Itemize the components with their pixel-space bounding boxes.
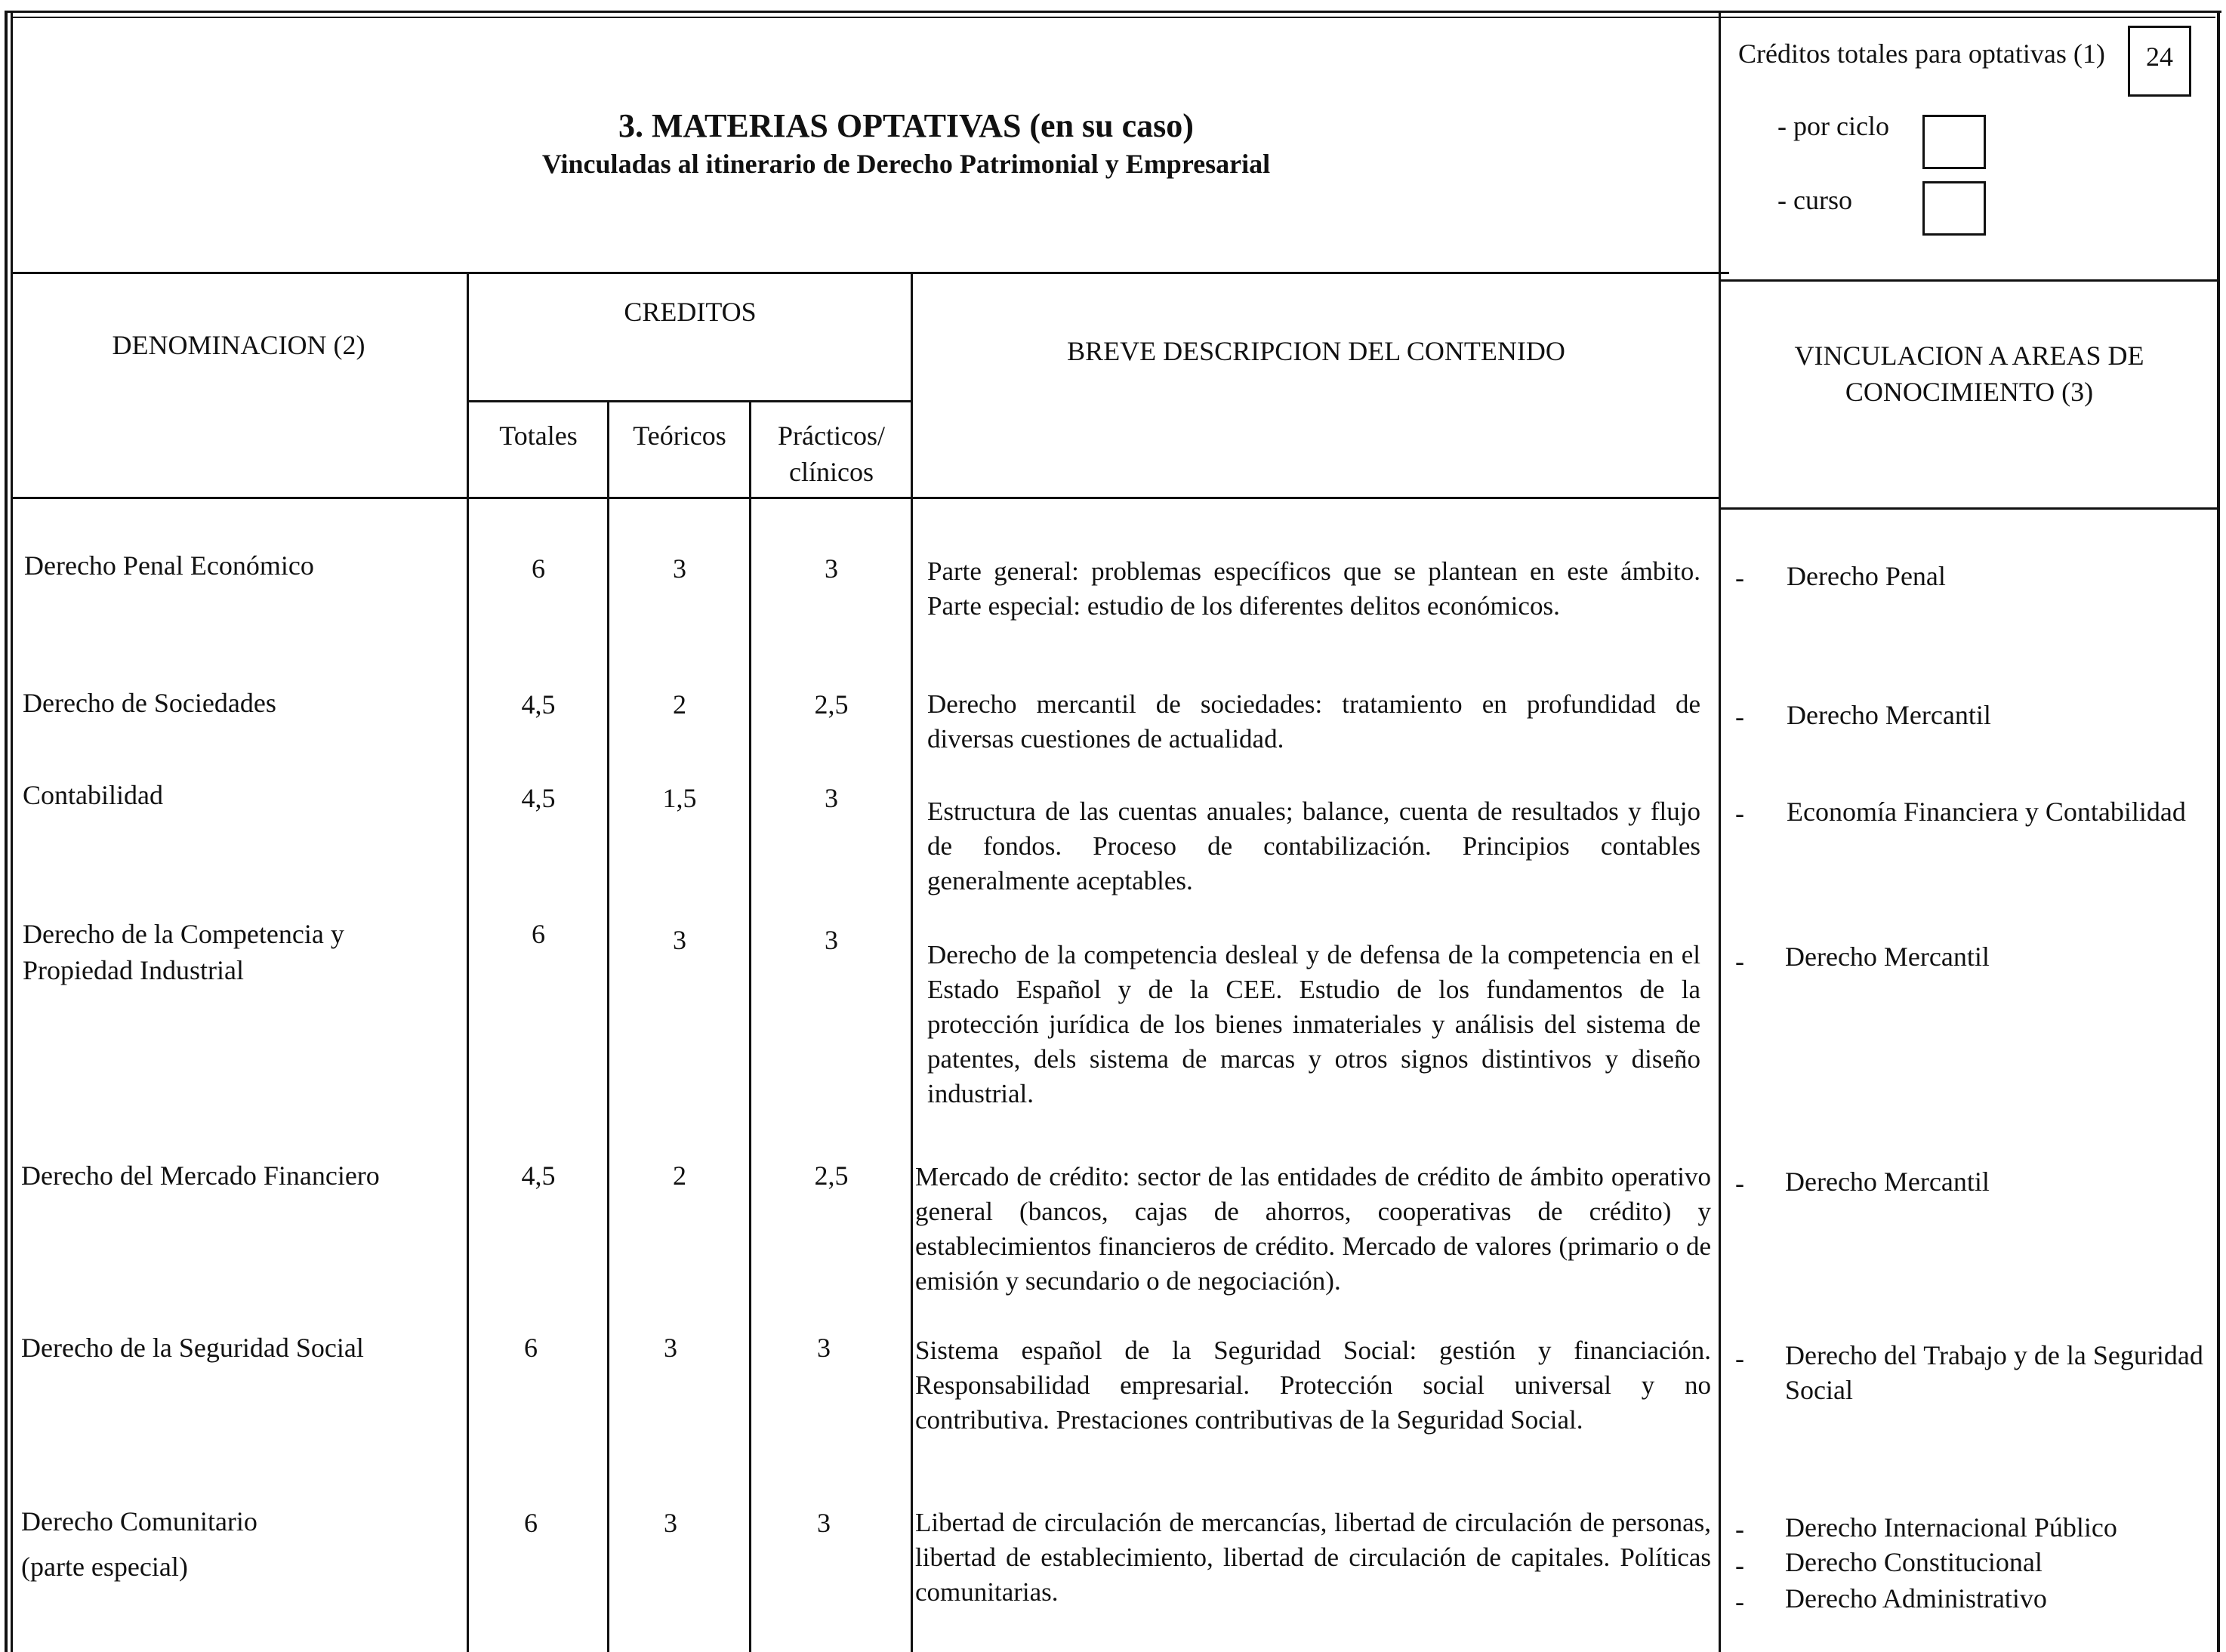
area-dash: - xyxy=(1735,1514,1744,1544)
row-denominacion-2: Propiedad Industrial xyxy=(23,955,244,985)
creditos-totales-value: 24 xyxy=(2146,42,2173,72)
row-area: Derecho Mercantil xyxy=(1787,700,1991,730)
col-totales: Totales xyxy=(499,421,578,451)
row-totales: 6 xyxy=(532,919,545,949)
col-line-denominacion xyxy=(467,273,469,1652)
col-line-totales xyxy=(607,400,609,1652)
por-ciclo-label: - por ciclo xyxy=(1777,111,1889,141)
row-description: Mercado de crédito: sector de las entidades de crédito de ámbito operativo general (bancos, cajas de ahorros, cooperativas de crédito) y establecimientos financieros de crédito. Mercado de valores (primario o de emisión y secundario o de negociación). xyxy=(915,1162,1711,1296)
col-teoricos: Teóricos xyxy=(633,421,726,451)
area-dash: - xyxy=(1735,1343,1744,1373)
row-denominacion-2: (parte especial) xyxy=(21,1552,188,1582)
row-area: Derecho Administrativo xyxy=(1785,1583,2047,1613)
col-practicos-2: clínicos xyxy=(789,457,874,487)
area-dash: - xyxy=(1735,1168,1744,1198)
row-denominacion: Derecho de la Seguridad Social xyxy=(21,1333,364,1363)
area-dash: - xyxy=(1735,1550,1744,1580)
curso-box xyxy=(1922,181,1986,236)
row-description: Estructura de las cuentas anuales; balance, cuenta de resultados y flujo de fondos. Proceso de contabilización. Principios contables generalmente aceptables. xyxy=(927,797,1700,895)
row-practicos: 2,5 xyxy=(814,1160,849,1191)
row-practicos: 2,5 xyxy=(814,689,849,720)
row-denominacion: Derecho de Sociedades xyxy=(23,688,276,718)
header-divider-right xyxy=(1720,279,2218,282)
row-area: Derecho Mercantil xyxy=(1785,1167,1990,1197)
row-teoricos: 3 xyxy=(673,925,686,955)
col-vinculacion-2: CONOCIMIENTO (3) xyxy=(1845,377,2094,407)
col-descripcion: BREVE DESCRIPCION DEL CONTENIDO xyxy=(1067,336,1565,366)
row-area: Economía Financiera y Contabilidad xyxy=(1787,797,2186,827)
row-denominacion: Derecho Comunitario xyxy=(21,1506,257,1536)
area-dash: - xyxy=(1735,946,1744,976)
row-denominacion: Derecho Penal Económico xyxy=(24,550,314,581)
frame-left-inner xyxy=(11,11,13,1652)
row-teoricos: 2 xyxy=(673,689,686,720)
creditos-totales-label: Créditos totales para optativas (1) xyxy=(1738,39,2105,69)
row-teoricos: 2 xyxy=(673,1160,686,1191)
row-practicos: 3 xyxy=(817,1333,831,1363)
row-totales: 6 xyxy=(532,553,545,584)
area-dash: - xyxy=(1735,798,1744,828)
por-ciclo-box xyxy=(1922,115,1986,169)
row-teoricos: 3 xyxy=(673,553,686,584)
row-area: Derecho Internacional Público xyxy=(1785,1512,2117,1543)
row-totales: 4,5 xyxy=(521,783,556,813)
col-denominacion: DENOMINACION (2) xyxy=(112,330,365,360)
row-totales: 4,5 xyxy=(521,689,556,720)
area-dash: - xyxy=(1735,562,1744,593)
row-description: Sistema español de la Seguridad Social: gestión y financiación. Responsabilidad empresarial. Protección social universal y no contributiva. Prestaciones contributivas de la Seguridad Social. xyxy=(915,1336,1711,1435)
frame-left-outer xyxy=(5,11,8,1652)
row-practicos: 3 xyxy=(825,783,838,813)
col-line-teoricos xyxy=(749,400,751,1652)
area-dash: - xyxy=(1735,1586,1744,1617)
page-title: 3. MATERIAS OPTATIVAS (en su caso) xyxy=(618,107,1194,144)
row-area: Derecho Mercantil xyxy=(1785,942,1990,972)
row-denominacion: Derecho del Mercado Financiero xyxy=(21,1160,380,1191)
row-teoricos: 3 xyxy=(664,1333,677,1363)
col-vinculacion-1: VINCULACION A AREAS DE xyxy=(1794,341,2144,371)
row-practicos: 3 xyxy=(825,553,838,584)
colheader-divider-right xyxy=(1720,507,2218,510)
row-description: Derecho mercantil de sociedades: tratamiento en profundidad de diversas cuestiones de actualidad. xyxy=(927,689,1700,754)
col-practicos-1: Prácticos/ xyxy=(778,421,885,451)
colheader-divider xyxy=(11,497,1720,499)
row-area: Derecho Constitucional xyxy=(1785,1547,2043,1577)
header-vertical xyxy=(1719,11,1721,1652)
curso-label: - curso xyxy=(1777,185,1852,215)
area-dash: - xyxy=(1735,701,1744,732)
creditos-subdivider xyxy=(467,400,912,402)
frame-top-inner xyxy=(11,17,2215,18)
col-creditos: CREDITOS xyxy=(624,297,757,327)
row-description: Libertad de circulación de mercancías, libertad de circulación de personas, libertad de establecimiento, libertad de circulación de capitales. Políticas comunitarias. xyxy=(915,1508,1711,1607)
row-description: Parte general: problemas específicos que se plantean en este ámbito. Parte especial: estudio de los diferentes delitos económicos. xyxy=(927,556,1700,621)
row-practicos: 3 xyxy=(817,1508,831,1538)
row-denominacion: Contabilidad xyxy=(23,780,163,810)
row-denominacion: Derecho de la Competencia y xyxy=(23,919,344,949)
frame-top xyxy=(5,11,2221,13)
header-divider xyxy=(11,272,1729,274)
row-totales: 6 xyxy=(524,1508,538,1538)
row-area: Derecho Penal xyxy=(1787,561,1946,591)
row-practicos: 3 xyxy=(825,925,838,955)
row-teoricos: 3 xyxy=(664,1508,677,1538)
row-area: Derecho del Trabajo y de la Seguridad Social xyxy=(1785,1340,2203,1405)
row-totales: 6 xyxy=(524,1333,538,1363)
frame-right xyxy=(2217,11,2220,1652)
row-teoricos: 1,5 xyxy=(662,783,697,813)
row-totales: 4,5 xyxy=(521,1160,556,1191)
row-description: Derecho de la competencia desleal y de defensa de la competencia en el Estado Español y de la CEE. Estudio de los fundamentos de la protección jurídica de los bienes inmateriales y análisis del sistema de patentes, dels sistema de marcas y otros signos distintivos y diseño industrial. xyxy=(927,940,1700,1108)
page-subtitle: Vinculadas al itinerario de Derecho Patrimonial y Empresarial xyxy=(541,149,1271,179)
